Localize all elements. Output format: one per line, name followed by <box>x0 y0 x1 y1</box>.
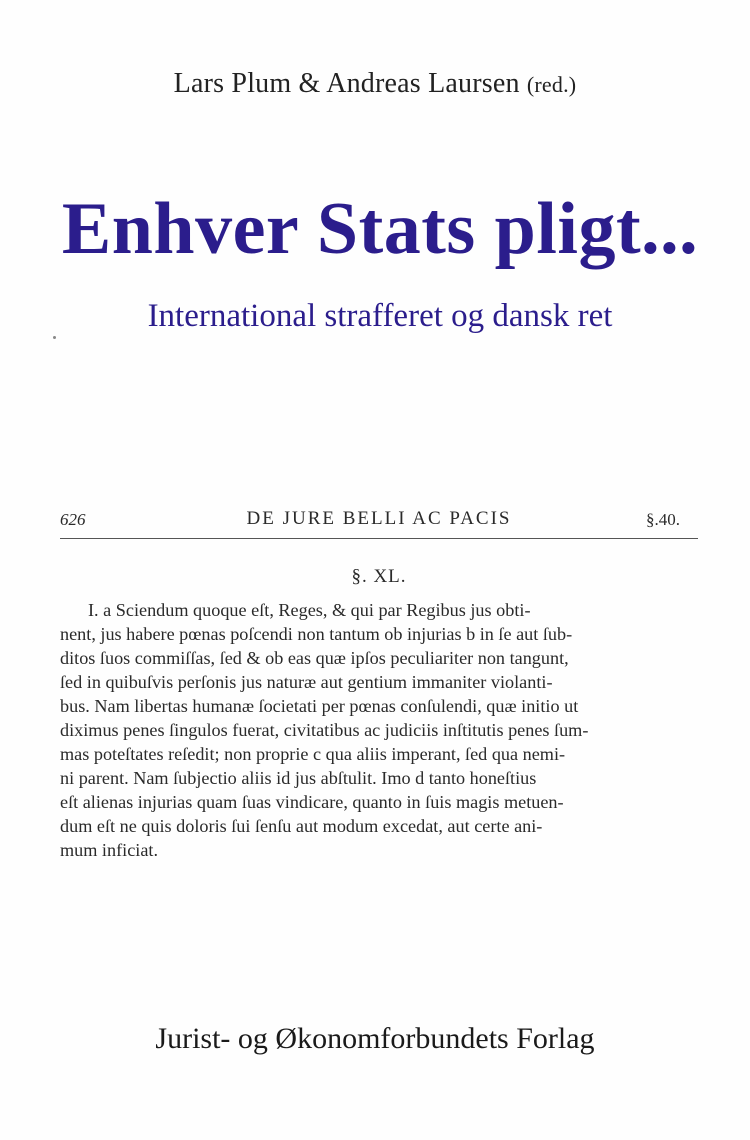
book-subtitle: International strafferet og dansk ret <box>147 298 613 334</box>
text-line: mum inficiat. <box>60 840 158 860</box>
editors-line <box>0 68 750 100</box>
page-number: 626 <box>60 510 86 529</box>
text-line: ſed in quibuſvis perſonis jus naturæ aut gentium immaniter violanti- <box>60 672 553 692</box>
text-line: nent, jus habere pœnas poſcendi non tantum ob injurias b in ſe aut ſub- <box>60 624 573 644</box>
section-number: §.40. <box>646 510 680 529</box>
editors-names: Lars Plum & Andreas Laursen <box>173 68 520 99</box>
header-rule <box>60 538 698 539</box>
print-speck <box>53 336 56 339</box>
text-line: mas poteſtates reſedit; non proprie c qua aliis imperant, ſed qua nemi- <box>60 744 566 764</box>
section-heading: §. XL. <box>351 566 407 587</box>
text-line: ni parent. Nam ſubjectio aliis id jus abſtulit. Imo d tanto honeſtius <box>60 768 537 788</box>
running-title: DE JURE BELLI AC PACIS <box>246 508 512 529</box>
editors-suffix: (red.) <box>526 72 577 97</box>
latin-text-block <box>60 598 698 862</box>
text-line: dum eſt ne quis doloris ſui ſenſu aut modum excedat, aut certe ani- <box>60 816 543 836</box>
historic-page-excerpt <box>60 508 698 908</box>
text-line: bus. Nam libertas humanæ ſocietati per pœnas conſulendi, quæ initio ut <box>60 696 579 716</box>
book-title: Enhver Stats pligt... <box>61 188 699 270</box>
publisher-name: Jurist- og Økonomforbundets Forlag <box>155 1022 595 1055</box>
text-line: eſt alienas injurias quam ſuas vindicare, quanto in ſuis magis metuen- <box>60 792 564 812</box>
text-line: ditos ſuos commiſſas, ſed & ob eas quæ ipſos peculiariter non tangunt, <box>60 648 569 668</box>
text-line: diximus penes ſingulos fuerat, civitatibus ac judiciis inſtitutis penes ſum- <box>60 720 589 740</box>
text-line: I. a Sciendum quoque eſt, Reges, & qui par Regibus jus obti- <box>88 600 531 620</box>
running-head <box>60 508 698 536</box>
